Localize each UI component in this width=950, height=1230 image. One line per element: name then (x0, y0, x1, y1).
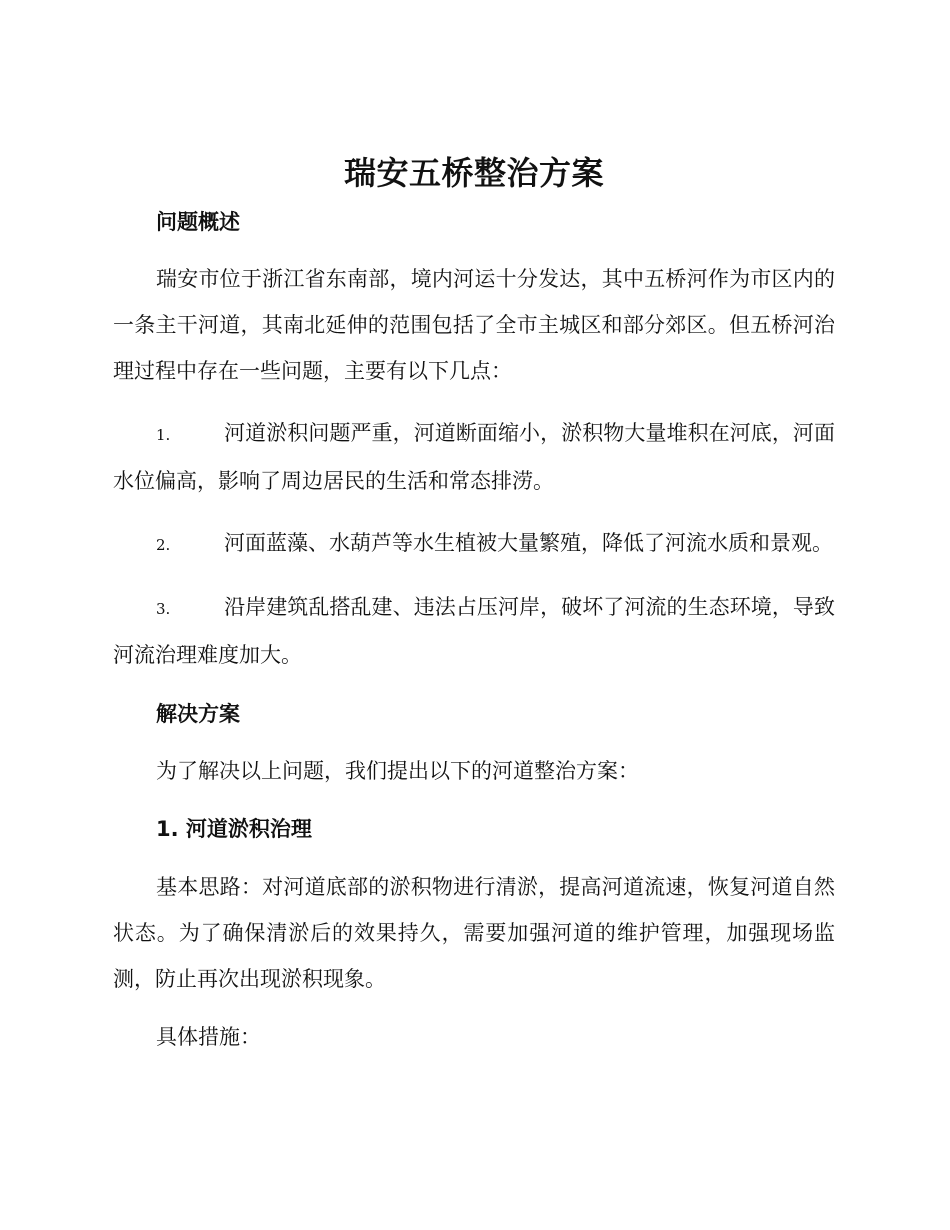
problem-list-item (113, 410, 835, 504)
section-heading-overview: 问题概述 (156, 210, 240, 234)
list-item-text: 沿岸建筑乱搭乱建、违法占压河岸，破坏了河流的生态环境，导致河流治理难度加大。 (113, 595, 835, 667)
list-marker: 3. (156, 600, 171, 618)
section-heading-solution: 解决方案 (156, 702, 240, 726)
subsection-heading-sediment: 1. 河道淤积治理 (156, 817, 312, 841)
problem-list (113, 410, 835, 678)
list-item-text: 河面蓝藻、水葫芦等水生植被大量繁殖，降低了河流水质和景观。 (224, 531, 833, 555)
solution-intro-paragraph: 为了解决以上问题，我们提出以下的河道整治方案： (156, 759, 639, 783)
list-item-text: 河道淤积问题严重，河道断面缩小，淤积物大量堆积在河底，河面水位偏高，影响了周边居民的生活和常态排涝。 (113, 421, 835, 493)
measures-label: 具体措施： (156, 1025, 261, 1049)
document-body (113, 148, 835, 1060)
list-marker: 2. (156, 536, 171, 554)
document-title: 瑞安五桥整治方案 (343, 154, 604, 192)
problem-list-item (113, 584, 835, 678)
list-marker: 1. (156, 426, 171, 444)
overview-intro-paragraph: 瑞安市位于浙江省东南部，境内河运十分发达，其中五桥河作为市区内的一条主干河道，其南北延伸的范围包括了全市主城区和部分郊区。但五桥河治理过程中存在一些问题，主要有以下几点： (113, 267, 835, 383)
problem-list-item (113, 520, 835, 568)
sediment-idea-paragraph: 基本思路：对河道底部的淤积物进行清淤，提高河道流速，恢复河道自然状态。为了确保清淤后的效果持久，需要加强河道的维护管理，加强现场监测，防止再次出现淤积现象。 (113, 875, 835, 991)
